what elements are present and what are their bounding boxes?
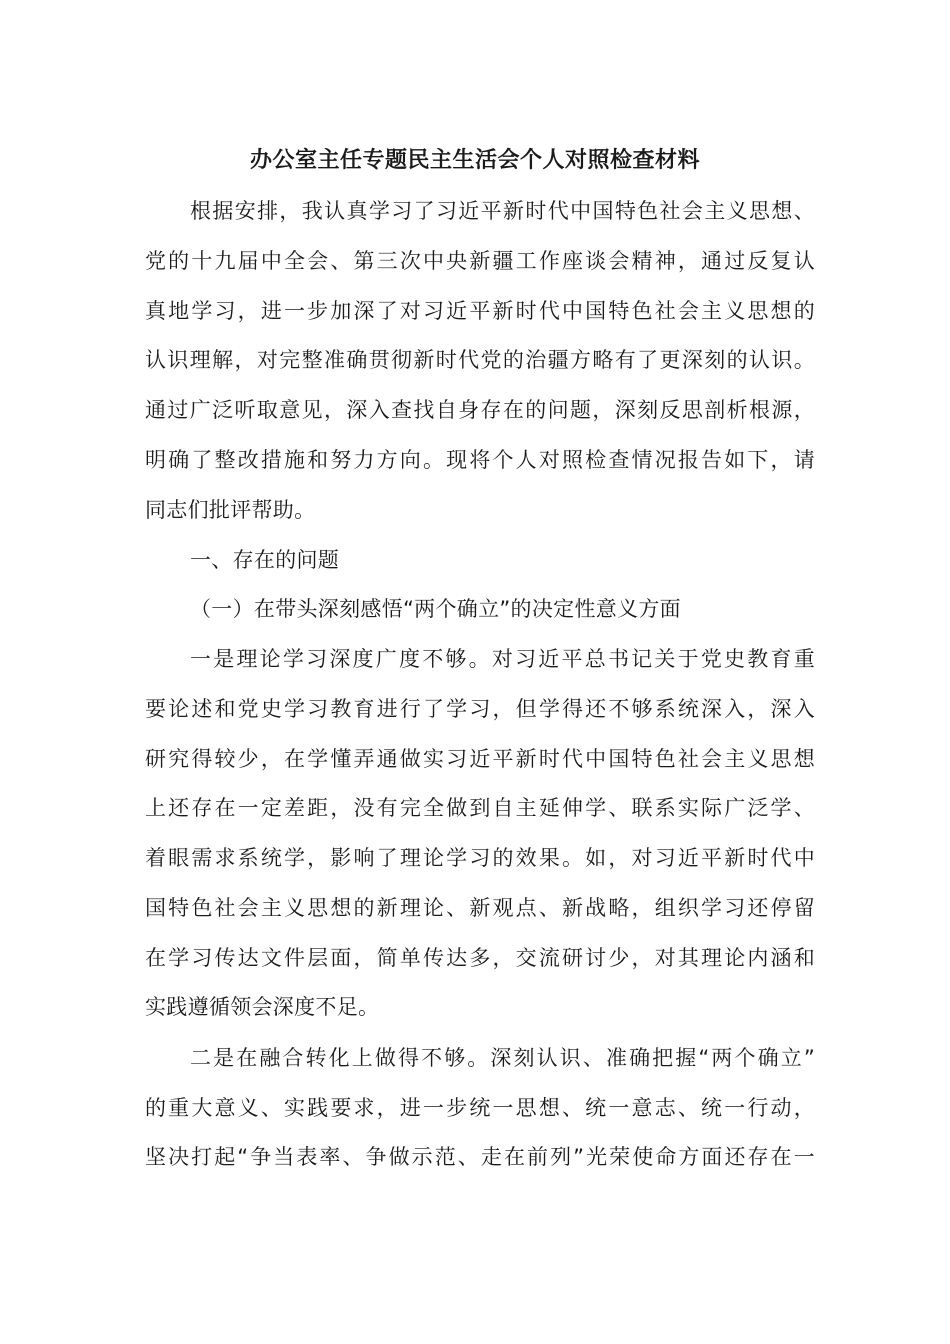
paragraph-line: 认识理解，对完整准确贯彻新时代党的治疆方略有了更深刻的认识。: [145, 348, 815, 372]
paragraph-line: 上还存在一定差距，没有完全做到自主延伸学、联系实际广泛学、: [145, 796, 815, 820]
paragraph-line: 真地学习，进一步加深了对习近平新时代中国特色社会主义思想的: [145, 299, 815, 323]
paragraph-line: 坚决打起“争当表率、争做示范、走在前列”光荣使命方面还存在一: [145, 1145, 815, 1169]
paragraph-line: 要论述和党史学习教育进行了学习，但学得还不够系统深入，深入: [145, 697, 815, 721]
paragraph-line: 党的十九届中全会、第三次中央新疆工作座谈会精神，通过反复认: [145, 249, 815, 273]
paragraph-line: 根据安排，我认真学习了习近平新时代中国特色社会主义思想、: [190, 199, 815, 223]
paragraph-line: 通过广泛听取意见，深入查找自身存在的问题，深刻反思剖析根源，: [145, 398, 815, 422]
paragraph-line: 实践遵循领会深度不足。: [145, 995, 380, 1019]
paragraph-line: 着眼需求系统学，影响了理论学习的效果。如，对习近平新时代中: [145, 846, 815, 870]
paragraph-line: 同志们批评帮助。: [145, 498, 316, 522]
document-title: 办公室主任专题民主生活会个人对照检查材料: [249, 148, 700, 173]
section-heading: 一、存在的问题: [190, 548, 340, 572]
paragraph-line: 研究得较少，在学懂弄通做实习近平新时代中国特色社会主义思想: [145, 747, 815, 771]
paragraph-line: 一是理论学习深度广度不够。对习近平总书记关于党史教育重: [190, 647, 815, 671]
subsection-heading: （一）在带头深刻感悟“两个确立”的决定性意义方面: [190, 597, 681, 621]
paragraph-line: 的重大意义、实践要求，进一步统一思想、统一意志、统一行动，: [145, 1096, 815, 1120]
paragraph-line: 二是在融合转化上做得不够。深刻认识、准确把握“两个确立”: [190, 1046, 815, 1070]
paragraph-line: 国特色社会主义思想的新理论、新观点、新战略，组织学习还停留: [145, 896, 815, 920]
paragraph-line: 在学习传达文件层面，简单传达多，交流研讨少，对其理论内涵和: [145, 946, 815, 970]
paragraph-line: 明确了整改措施和努力方向。现将个人对照检查情况报告如下，请: [145, 448, 815, 472]
